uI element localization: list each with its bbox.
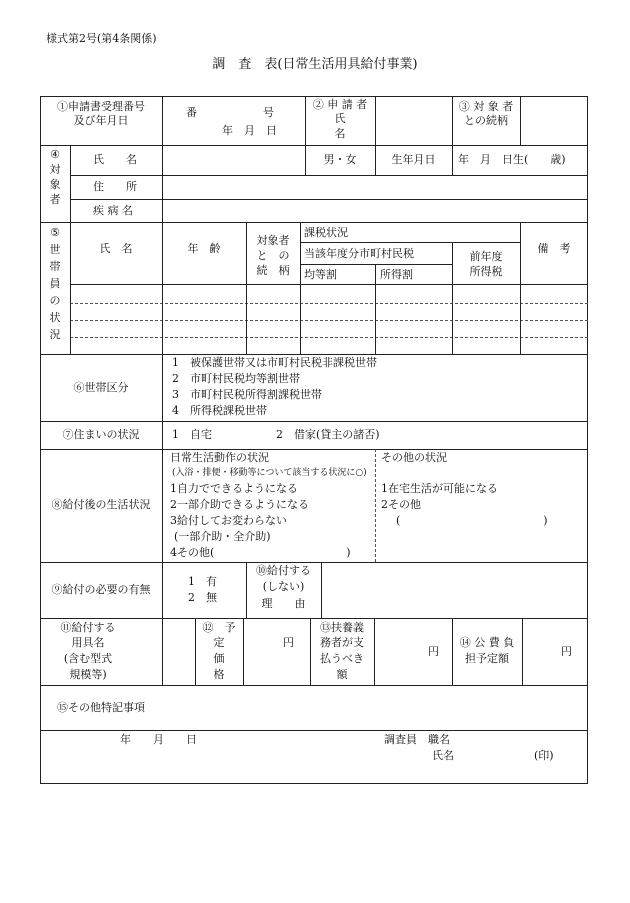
- other-status-title: その他の状況: [381, 451, 447, 464]
- equipment-name-label-2: 用具名: [71, 636, 105, 649]
- benefit-reason-label-2: (しない): [262, 580, 305, 593]
- benefit-need-yes: 1 有: [188, 575, 217, 588]
- support-amount-label-1: ⑬扶養義: [320, 621, 364, 634]
- household-side-2: 世: [49, 243, 61, 256]
- relation-label-2: との続柄: [464, 114, 508, 127]
- equipment-name-label-4: 規模等): [69, 668, 107, 681]
- other-status-item-2: 2その他: [381, 498, 421, 511]
- receipt-date-label: 及び年月日: [73, 114, 129, 127]
- subject-side-1: ④: [50, 148, 60, 161]
- member-relation-header-2: と の: [256, 249, 290, 262]
- benefit-reason-label-1: ⑩給付する: [256, 564, 311, 577]
- subject-side-2: 対: [49, 163, 61, 176]
- income-rate-header: 所得割: [380, 268, 413, 281]
- household-side-4: 員: [49, 277, 61, 290]
- page-title: 調 査 表(日常生活用具給付事業): [212, 57, 418, 72]
- public-burden-yen: 円: [561, 645, 572, 658]
- daily-activity-item-4: 4その他( ): [170, 546, 351, 559]
- equipment-name-label-3: (含む型式: [63, 652, 113, 665]
- daily-activity-title: 日常生活動作の状況: [170, 451, 269, 464]
- household-class-item-2: 2 市町村民税均等割世帯: [172, 372, 300, 385]
- equal-rate-header: 均等割: [304, 268, 337, 281]
- daily-activity-item-1: 1自力でできるようになる: [170, 482, 298, 495]
- household-side-3: 帯: [49, 260, 61, 273]
- benefit-need-no: 2 無: [188, 591, 217, 604]
- daily-activity-note: (入浴・排便・移動等について該当する状況に○): [172, 468, 367, 478]
- public-burden-label-2: 担予定額: [465, 652, 509, 665]
- public-burden-label-1: ⑭ 公 費 負: [459, 636, 515, 649]
- subject-side-4: 者: [49, 193, 61, 206]
- remarks-header: 備 考: [537, 242, 571, 255]
- support-amount-label-3: 払うべき: [320, 652, 364, 665]
- prev-year-tax-header-2: 所得税: [469, 265, 503, 278]
- relation-label: ③ 対 象 者: [458, 100, 514, 113]
- inspector-title: 調査員 職名: [384, 733, 450, 746]
- household-class-item-4: 4 所得税課税世帯: [172, 404, 267, 417]
- daily-activity-item-3: 3給付してお変わらない: [170, 514, 287, 527]
- support-amount-label-2: 務者が支: [320, 636, 364, 649]
- daily-activity-item-2: 2一部介助できるようになる: [170, 498, 309, 511]
- household-class-item-3: 3 市町村民税所得割課税世帯: [172, 388, 322, 401]
- inspector-name-label: 氏名: [432, 749, 454, 762]
- address-label: 住 所: [93, 180, 137, 193]
- special-notes-label: ⑮その他特記事項: [57, 701, 145, 714]
- sex-label: 男・女: [323, 153, 357, 166]
- support-amount-label-4: 額: [336, 668, 348, 681]
- residence-label: ⑦住まいの状況: [62, 428, 140, 441]
- household-side-1: ⑤: [50, 226, 60, 239]
- residence-option-own: 1 自宅: [172, 428, 212, 441]
- post-benefit-label: ⑧給付後の生活状況: [51, 498, 151, 511]
- receipt-date-placeholder: 年 月 日: [222, 124, 277, 137]
- subject-name-label: 氏 名: [93, 153, 137, 166]
- applicant-label-2: 氏: [334, 112, 346, 125]
- planned-price-label-3: 価: [213, 652, 225, 665]
- household-class-item-1: 1 被保護世帯又は市町村民税非課税世帯: [172, 356, 377, 369]
- applicant-label-3: 名: [334, 127, 346, 140]
- member-relation-header-1: 対象者: [256, 234, 290, 247]
- applicant-label: ② 申 請 者: [312, 98, 368, 111]
- household-side-5: の: [49, 294, 61, 307]
- planned-price-label-2: 定: [213, 636, 225, 649]
- member-age-header: 年 齢: [187, 242, 221, 255]
- birthdate-value: 年 月 日生( 歳): [458, 153, 566, 166]
- number-label: 番 号: [186, 106, 274, 119]
- other-status-item-3: ( ): [396, 514, 548, 527]
- other-status-item-1: 1在宅生活が可能になる: [381, 482, 498, 495]
- planned-price-yen: 円: [283, 636, 294, 649]
- tax-status-header: 課税状況: [304, 226, 348, 239]
- household-side-6: 状: [49, 311, 61, 324]
- benefit-reason-label-3: 理 由: [261, 597, 306, 610]
- form-number: 様式第2号(第4条関係): [46, 32, 157, 45]
- planned-price-label-1: ⑫ 予: [202, 621, 236, 634]
- receipt-number-label: ①申請書受理番号: [57, 100, 145, 113]
- birthdate-label: 生年月日: [391, 153, 436, 166]
- daily-activity-item-3-sub: (一部介助・全介助): [174, 530, 271, 543]
- member-relation-header-3: 続 柄: [256, 264, 290, 277]
- residence-option-rent: 2 借家(貸主の諸否): [276, 428, 380, 441]
- support-amount-yen: 円: [428, 645, 439, 658]
- member-name-header: 氏 名: [99, 242, 133, 255]
- prev-year-tax-header-1: 前年度: [469, 250, 503, 263]
- equipment-name-label-1: ⑪給付する: [60, 621, 116, 634]
- subject-side-3: 象: [49, 178, 61, 191]
- footer-date: 年 月 日: [120, 733, 197, 746]
- household-class-label: ⑥世帯区分: [73, 381, 129, 394]
- planned-price-label-4: 格: [213, 668, 225, 681]
- current-year-tax-header: 当該年度分市町村民税: [304, 247, 414, 260]
- seal-mark: (印): [534, 749, 554, 762]
- benefit-need-label: ⑨給付の必要の有無: [51, 583, 151, 596]
- disease-label: 疾 病 名: [93, 204, 133, 217]
- household-side-7: 況: [49, 328, 61, 341]
